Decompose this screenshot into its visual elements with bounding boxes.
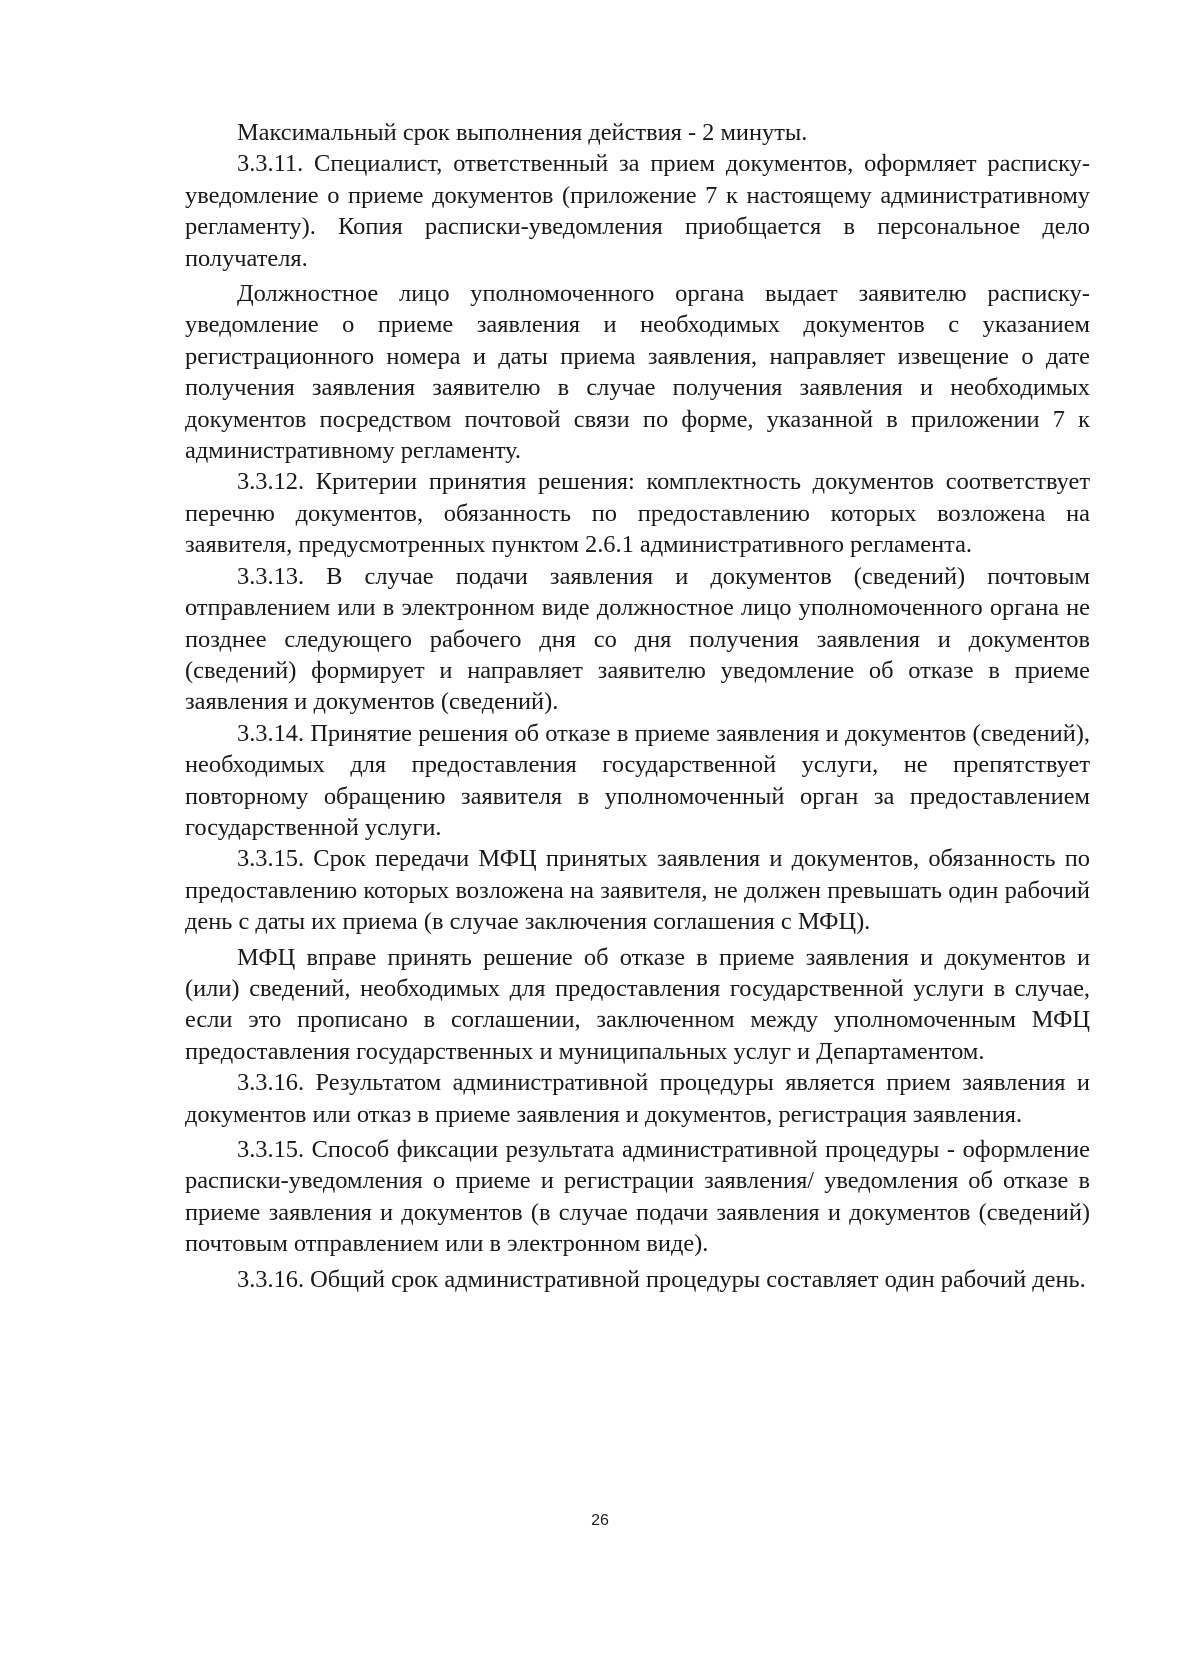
paragraph-3-3-15-transfer: 3.3.15. Срок передачи МФЦ принятых заявления и документов, обязанность по предоставлению которых возложена на заявителя, не должен превышать один рабочий день с даты их приема (в случае заключения соглашения с МФЦ).: [185, 845, 1090, 936]
document-body: [185, 117, 1090, 1295]
paragraph-3-3-15-recording: 3.3.15. Способ фиксации результата административной процедуры - оформление расписки-уведомления о приеме и регистрации заявления/ уведомления об отказе в приеме заявления и документов (в случае подачи заявления и документов (сведений) почтовым отправлением или в электронном виде).: [185, 1136, 1090, 1258]
paragraph-3-3-11: 3.3.11. Специалист, ответственный за прием документов, оформляет расписку-уведомление о приеме документов (приложение 7 к настоящему административному регламенту). Копия расписки-уведомления приобщается в персональное дело получателя.: [185, 150, 1090, 272]
paragraph-mfc-refusal: МФЦ вправе принять решение об отказе в приеме заявления и документов и (или) сведений, необходимых для предоставления государственной услуги в случае, если это прописано в соглашении, заключенном между уполномоченным МФЦ предоставления государственных и муниципальных услуг и Департаментом.: [185, 943, 1090, 1065]
paragraph-3-3-16-total-term: 3.3.16. Общий срок административной процедуры составляет один рабочий день.: [237, 1265, 1086, 1293]
paragraph-3-3-16-result: 3.3.16. Результатом административной процедуры является прием заявления и документов или отказ в приеме заявления и документов, регистрация заявления.: [185, 1069, 1090, 1128]
paragraph-3-3-12: 3.3.12. Критерии принятия решения: комплектность документов соответствует перечню документов, обязанность по предоставлению которых возложена на заявителя, предусмотренных пунктом 2.6.1 административного регламента.: [185, 468, 1090, 559]
paragraph-max-duration: Максимальный срок выполнения действия - 2 минуты.: [237, 119, 808, 146]
paragraph-3-3-13: 3.3.13. В случае подачи заявления и документов (сведений) почтовым отправлением или в электронном виде должностное лицо уполномоченного органа не позднее следующего рабочего дня со дня получения заявления и документов (сведений) формирует и направляет заявителю уведомление об отказе в приеме заявления и документов (сведений).: [185, 562, 1090, 716]
paragraph-3-3-14: 3.3.14. Принятие решения об отказе в приеме заявления и документов (сведений), необходимых для предоставления государственной услуги, не препятствует повторному обращению заявителя в уполномоченный орган за предоставлением государственной услуги.: [185, 719, 1090, 841]
paragraph-official-receipt: Должностное лицо уполномоченного органа выдает заявителю расписку-уведомление о приеме заявления и необходимых документов с указанием регистрационного номера и даты приема заявления, направляет извещение о дате получения заявления заявителю в случае получения заявления и необходимых документов посредством почтовой связи по форме, указанной в приложении 7 к административному регламенту.: [185, 280, 1090, 465]
page-number: 26: [591, 1512, 609, 1529]
